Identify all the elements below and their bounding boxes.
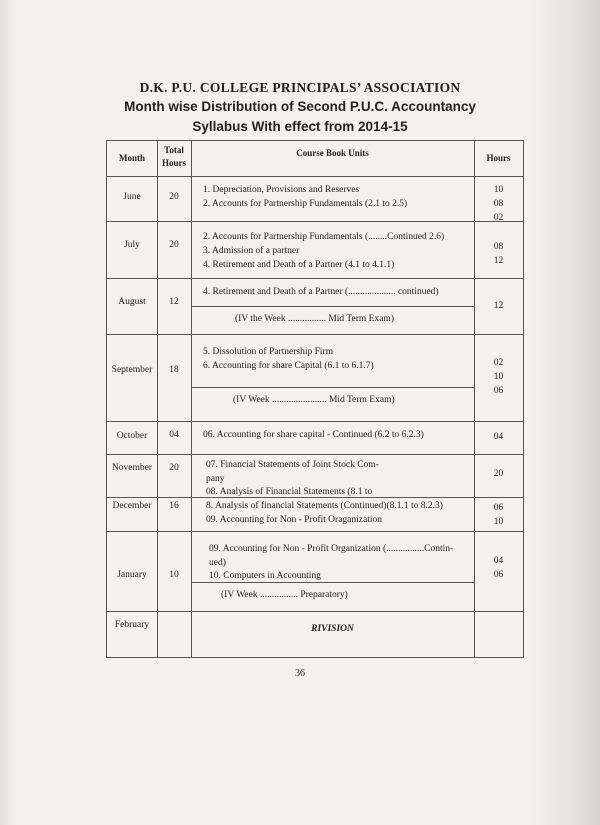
hours-value: 02 xyxy=(493,358,504,368)
month-cell: June xyxy=(123,192,141,202)
row-divider xyxy=(107,421,523,422)
hours-value: 12 xyxy=(493,301,504,311)
month-cell: December xyxy=(112,501,152,511)
row-divider xyxy=(107,221,523,222)
header-hours-label: Hours xyxy=(161,158,186,168)
unit-line: 8. Analysis of financial Statements (Continued)(8.1.1 to 8.2.3) xyxy=(206,501,443,511)
association-title: D.K. P.U. COLLEGE PRINCIPALS’ ASSOCIATION xyxy=(139,80,461,95)
revision-label: RIVISION xyxy=(311,624,354,634)
exam-note: (IV the Week ................ Mid Term Exam) xyxy=(235,314,394,324)
unit-line: pany xyxy=(206,474,225,484)
page-number: 36 xyxy=(295,668,305,679)
subrow-divider xyxy=(191,387,474,388)
unit-line: 07. Financial Statements of Joint Stock Com- xyxy=(206,460,379,470)
hours-value: 04 xyxy=(493,432,504,442)
header-month: Month xyxy=(118,153,145,163)
month-cell: January xyxy=(117,570,147,580)
unit-line: 1. Depreciation, Provisions and Reserves xyxy=(203,185,360,195)
subrow-divider xyxy=(191,306,474,307)
total-hours-cell: 20 xyxy=(169,240,179,250)
row-divider xyxy=(107,454,523,455)
total-hours-cell: 20 xyxy=(169,192,179,202)
month-cell: November xyxy=(111,463,153,473)
total-hours-cell: 20 xyxy=(169,463,179,473)
row-divider xyxy=(107,531,523,532)
exam-note: (IV Week ....................... Mid Term Exam) xyxy=(233,395,395,405)
row-divider xyxy=(107,334,523,335)
row-divider xyxy=(107,176,523,177)
unit-line: 06. Accounting for share capital - Continued (6.2 to 6.2.3) xyxy=(203,430,424,440)
hours-value: 04 xyxy=(493,556,504,566)
hours-value: 10 xyxy=(493,372,504,382)
document-title: Month wise Distribution of Second P.U.C. Accountancy xyxy=(124,99,476,114)
month-cell: October xyxy=(116,431,148,441)
header-course-units: Course Book Units xyxy=(296,148,369,158)
total-hours-cell: 16 xyxy=(169,501,179,511)
hours-value: 20 xyxy=(493,469,504,479)
hours-value: 08 xyxy=(493,242,504,252)
unit-line: 5. Dissolution of Partnership Firm xyxy=(203,347,334,357)
month-cell: February xyxy=(114,620,150,630)
unit-line: 4. Retirement and Death of a Partner (4.1 to 4.1.1) xyxy=(203,260,395,270)
unit-line: 09. Accounting for Non - Profit Oraganization xyxy=(206,515,382,525)
hours-value: 06 xyxy=(493,503,504,513)
header-total: Total xyxy=(164,145,184,155)
month-cell: July xyxy=(124,240,140,250)
unit-line: 6. Accounting for share Capital (6.1 to 6.1.7) xyxy=(203,361,374,371)
hours-value: 02 xyxy=(493,213,504,221)
row-divider xyxy=(107,278,523,279)
total-hours-cell: 18 xyxy=(169,365,179,375)
row-divider xyxy=(107,611,523,612)
unit-line: 2. Accounts for Partnership Fundamentals (2.1 to 2.5) xyxy=(203,199,408,209)
header-hours: Hours xyxy=(486,153,511,163)
unit-line: 4. Retirement and Death of a Partner (.................... continued) xyxy=(203,287,439,297)
unit-line: ued) xyxy=(209,558,226,568)
total-hours-cell: 12 xyxy=(169,297,179,307)
syllabus-table xyxy=(106,140,524,658)
unit-line: 10. Computers in Accounting xyxy=(209,571,321,581)
exam-note: (IV Week ................ Preparatory) xyxy=(221,590,348,600)
total-hours-cell: 10 xyxy=(169,570,179,580)
month-cell: August xyxy=(118,297,146,307)
unit-line: 09. Accounting for Non - Profit Organization (................Contin- xyxy=(209,544,454,554)
hours-value: 06 xyxy=(493,386,504,396)
row-divider xyxy=(107,497,523,498)
hours-value: 06 xyxy=(493,570,504,580)
total-hours-cell: 04 xyxy=(169,430,179,440)
hours-value: 08 xyxy=(493,199,504,209)
unit-line: 2. Accounts for Partnership Fundamentals (........Continued 2.6) xyxy=(203,232,445,242)
hours-value: 10 xyxy=(493,517,504,527)
month-cell: September xyxy=(111,365,153,375)
hours-value: 12 xyxy=(493,256,504,266)
unit-line: 08. Analysis of Financial Statements (8.1 to xyxy=(206,487,373,496)
document-subtitle: Syllabus With effect from 2014-15 xyxy=(192,119,408,134)
unit-line: 3. Admission of a partner xyxy=(203,246,300,256)
col-divider xyxy=(191,141,192,657)
hours-value: 10 xyxy=(493,185,504,195)
